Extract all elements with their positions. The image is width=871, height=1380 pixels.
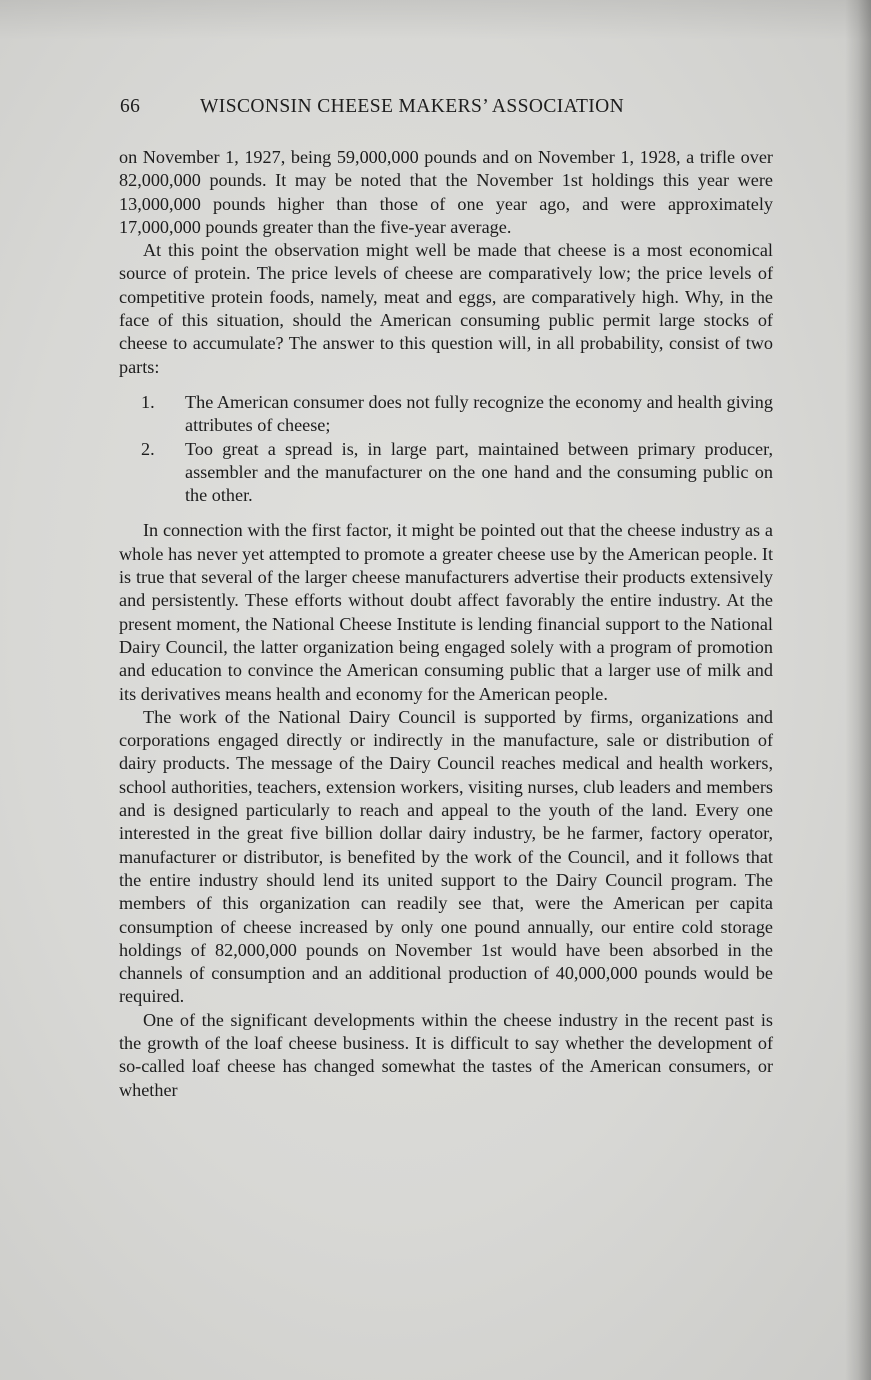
running-title: WISCONSIN CHEESE MAKERS’ ASSOCIATION (200, 96, 625, 117)
paragraph-1: on November 1, 1927, being 59,000,000 pounds and on November 1, 1928, a trifle over 82,000,000 pounds. It may be noted that the November 1st holdings this year were 13,000,000 pounds higher than those of one year ago, and were approximately 17,000,000 pounds greater than the five-year average. (119, 147, 773, 237)
paragraph-5: One of the significant developments within the cheese industry in the recent past is the growth of the loaf cheese business. It is difficult to say whether the development of so-called loaf cheese has changed somewhat the tastes of the American consumers, or whether (119, 1009, 773, 1100)
body-text (119, 146, 773, 1102)
list-item-number: 2. (141, 438, 155, 459)
paragraph-3: In connection with the first factor, it might be pointed out that the cheese industry as a whole has never yet attempted to promote a greater cheese use by the American people. It is true that several of the larger cheese manufacturers advertise their products extensively and persistently. These efforts without doubt affect favorably the entire industry. At the present moment, the National Cheese Institute is lending financial support to the National Dairy Council, the latter organization being engaged solely with a program of promotion and education to convince the American consuming public that a larger use of milk and its derivatives means health and economy for the American people. (119, 520, 773, 704)
running-header (120, 96, 776, 118)
page-binding-shadow (845, 0, 871, 1380)
page-top-shadow (0, 0, 871, 40)
list-item-text: The American consumer does not fully recognize the economy and health giving attributes of cheese; (185, 391, 773, 436)
list-item-text: Too great a spread is, in large part, maintained between primary producer, assembler and the manufacturer on the one hand and the consuming public on the other. (185, 438, 773, 506)
paragraph-2: At this point the observation might well be made that cheese is a most economical source of protein. The price levels of cheese are comparatively low; the price levels of competitive protein foods, namely, meat and eggs, are comparatively high. Why, in the face of this situation, should the American consuming public permit large stocks of cheese to accumulate? The answer to this question will, in all probability, consist of two parts: (119, 240, 773, 377)
page-number: 66 (120, 96, 141, 117)
numbered-list (119, 391, 773, 507)
list-item-number: 1. (141, 391, 155, 412)
list-item-2 (119, 438, 773, 508)
list-item-1 (119, 391, 773, 438)
paragraph-4: The work of the National Dairy Council is supported by firms, organizations and corporations engaged directly or indirectly in the manufacture, sale or distribution of dairy products. The message of the Dairy Council reaches medical and health workers, school authorities, teachers, extension workers, visiting nurses, club leaders and members and is designed particularly to reach and appeal to the youth of the land. Every one interested in the great five billion dollar dairy industry, be he farmer, factory operator, manufacturer or distributor, is benefited by the work of the Council, and it follows that the entire industry should lend its united support to the Dairy Council program. The members of this organization can readily see that, were the American per capita consumption of cheese increased by only one pound annually, our entire cold storage holdings of 82,000,000 pounds on November 1st would have been absorbed in the channels of consumption and an additional production of 40,000,000 pounds would be required. (119, 706, 773, 1007)
